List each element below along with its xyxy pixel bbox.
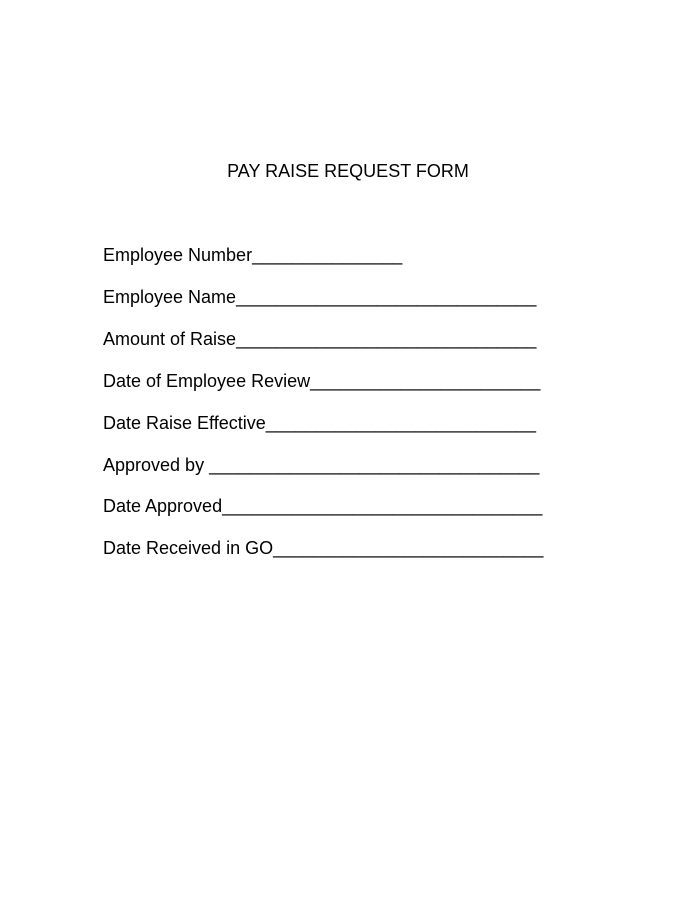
field-blank-line[interactable]: _______________________ <box>310 371 541 391</box>
field-employee-name <box>103 286 536 308</box>
form-title: PAY RAISE REQUEST FORM <box>227 161 469 181</box>
field-label: Amount of Raise <box>103 329 237 349</box>
field-label: Date Approved <box>103 496 223 516</box>
field-label: Employee Number <box>103 245 253 265</box>
field-blank-line[interactable]: ______________________________ <box>236 329 537 349</box>
field-label: Employee Name <box>103 287 237 307</box>
field-blank-line[interactable]: _________________________________ <box>209 455 540 475</box>
field-label: Date Received in GO <box>103 538 274 558</box>
field-blank-line[interactable]: ______________________________ <box>236 287 537 307</box>
field-label: Approved by <box>103 455 210 475</box>
field-date-raise-effective <box>103 412 536 434</box>
field-blank-line[interactable]: ________________________________ <box>222 496 543 516</box>
field-blank-line[interactable]: ___________________________ <box>265 413 537 433</box>
field-date-approved <box>103 495 542 517</box>
field-date-of-employee-review <box>103 370 540 392</box>
field-blank-line[interactable]: _______________ <box>252 245 403 265</box>
field-amount-of-raise <box>103 328 536 350</box>
field-blank-line[interactable]: ___________________________ <box>273 538 544 558</box>
field-approved-by <box>103 454 539 476</box>
field-label: Date Raise Effective <box>103 413 266 433</box>
field-label: Date of Employee Review <box>103 371 311 391</box>
field-employee-number <box>103 244 402 266</box>
field-date-received-in-go <box>103 537 543 559</box>
